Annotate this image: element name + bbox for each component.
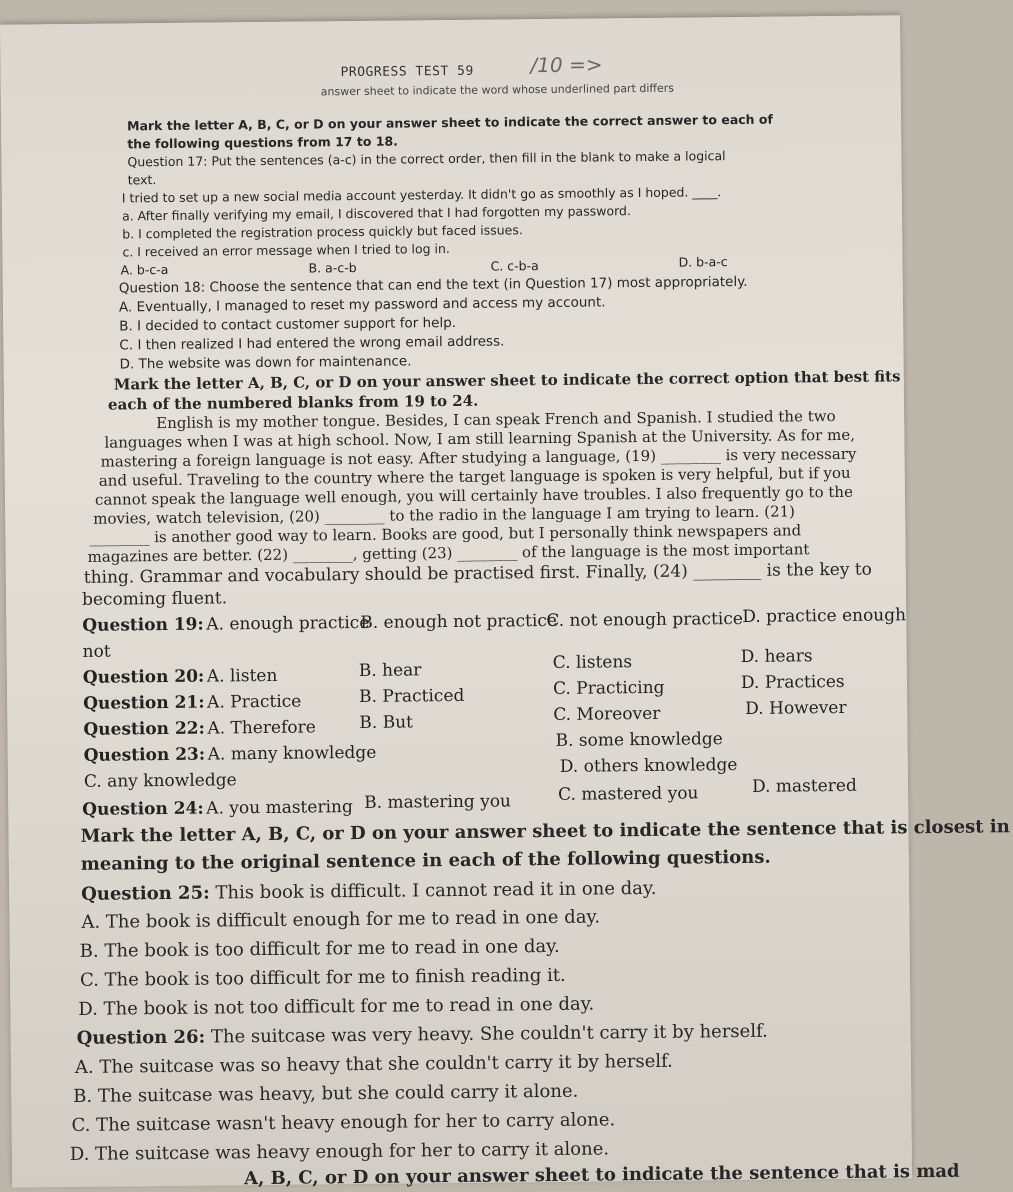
instruction-25-26-line1: Mark the letter A, B, C, or D on your answer sheet to indicate the sentence that is closest in <box>80 816 1010 847</box>
test-paper <box>0 15 1010 1190</box>
question-18-stem: Question 18: Choose the sentence that can end the text (in Question 17) most appropriately. <box>118 273 748 297</box>
question-17-option-d: D. b-a-c <box>678 254 728 270</box>
question-25-option-c: C. The book is too difficult for me to finish reading it. <box>79 964 566 991</box>
question-24-label: Question 24: <box>82 798 204 820</box>
question-18-option-c: C. I then realized I had entered the wrong email address. <box>119 333 505 354</box>
question-18-option-b: B. I decided to contact customer support for help. <box>119 314 457 335</box>
question-23-option-b: B. some knowledge <box>555 729 723 751</box>
question-24-option-d: D. mastered <box>751 775 857 797</box>
question-18-option-d: D. The website was down for maintenance. <box>119 353 412 373</box>
question-20-option-d: D. hears <box>740 646 813 667</box>
instruction-19-24-line2: each of the numbered blanks from 19 to 24. <box>107 391 479 414</box>
question-17-stem: Question 17: Put the sentences (a-c) in the correct order, then fill in the blank to make a logical <box>127 148 726 170</box>
passage-line: English is my mother tongue. Besides, I can speak French and Spanish. I studied the two <box>156 406 836 433</box>
passage-line: mastering a foreign language is not easy. After studying a language, (19) ________ is very necessary <box>100 444 857 471</box>
question-26-label: Question 26: <box>76 1026 206 1049</box>
question-18-option-a: A. Eventually, I managed to reset my password and access my account. <box>118 294 606 316</box>
test-title: PROGRESS TEST 59 <box>340 63 474 81</box>
question-17-context: I tried to set up a new social media account yesterday. It didn't go as smoothly as I hoped. ____. <box>121 184 722 206</box>
passage-line: and useful. Traveling to the country where the target language is spoken is very helpful, but if you <box>98 463 851 490</box>
question-20-option-b: B. hear <box>358 660 422 681</box>
question-25-label: Question 25: <box>81 882 210 905</box>
question-19-option-b: B. enough not practice <box>360 610 558 633</box>
question-19-option-a: A. enough practice <box>206 612 370 635</box>
question-25-option-b: B. The book is too difficult for me to read in one day. <box>79 935 560 962</box>
question-25-option-d: D. The book is not too difficult for me to read in one day. <box>78 993 595 1020</box>
question-22-option-d: D. However <box>745 697 847 719</box>
question-19-option-d-cont: not <box>82 641 111 662</box>
instruction-17-18-line1: Mark the letter A, B, C, or D on your answer sheet to indicate the correct answer to each of <box>127 111 773 134</box>
question-20-option-a: A. listen <box>206 665 278 687</box>
question-24-option-c: C. mastered you <box>558 783 699 805</box>
question-24-option-b: B. mastering you <box>364 791 512 813</box>
question-21-option-c: C. Practicing <box>552 677 665 699</box>
question-17-sentence-c: c. I received an error message when I tried to log in. <box>122 241 450 260</box>
question-19-option-d: D. practice enough <box>742 605 907 627</box>
question-22-option-c: C. Moreover <box>553 703 661 725</box>
handwritten-score-note: /10 => <box>530 52 603 78</box>
instruction-19-24-line1: Mark the letter A, B, C, or D on your answer sheet to indicate the correct option that best fits <box>113 367 901 394</box>
question-23-option-c: C. any knowledge <box>83 770 237 792</box>
question-22-label: Question 22: <box>83 718 205 740</box>
question-25-stem: This book is difficult. I cannot read it in one day. <box>215 877 657 904</box>
question-17-option-a: A. b-c-a <box>120 261 169 278</box>
question-17-option-b: B. a-c-b <box>308 259 357 276</box>
question-21-option-b: B. Practiced <box>358 685 465 707</box>
passage-line: ________ is another good way to learn. Books are good, but I personally think newspapers and <box>89 521 802 547</box>
passage-line: becoming fluent. <box>81 588 228 610</box>
question-19-label: Question 19: <box>82 614 204 636</box>
instruction-25-26-line2: meaning to the original sentence in each of the following questions. <box>80 846 771 875</box>
question-22-option-b: B. But <box>359 712 414 733</box>
question-19-option-c: C. not enough practice <box>546 608 743 632</box>
question-20-option-c: C. listens <box>552 652 633 673</box>
passage-line: magazines are better. (22) ________, getting (23) ________ of the language is the most important <box>87 540 810 566</box>
question-26-stem: The suitcase was very heavy. She couldn't carry it by herself. <box>210 1020 768 1048</box>
question-17-option-c: C. c-b-a <box>490 258 539 274</box>
question-17-sentence-b: b. I completed the registration process quickly but faced issues. <box>122 222 523 242</box>
question-26-option-a: A. The suitcase was so heavy that she couldn't carry it by herself. <box>74 1050 673 1078</box>
question-23-option-a: A. many knowledge <box>207 742 377 765</box>
question-21-option-d: D. Practices <box>740 671 845 693</box>
passage-line: thing. Grammar and vocabulary should be practised first. Finally, (24) ________ is the key to <box>83 559 872 588</box>
question-26-option-b: B. The suitcase was heavy, but she could carry it alone. <box>73 1080 579 1108</box>
header-subtitle: answer sheet to indicate the word whose underlined part differs <box>320 81 675 99</box>
question-23-option-d: D. others knowledge <box>559 755 738 777</box>
question-21-label: Question 21: <box>83 692 205 714</box>
question-26-option-c: C. The suitcase wasn't heavy enough for her to carry alone. <box>71 1109 616 1137</box>
passage-line: languages when I was at high school. Now, I am still learning Spanish at the University. As for me, <box>104 425 856 452</box>
passage-line: cannot speak the language well enough, you will certainly have troubles. I also frequently go to the <box>94 482 853 509</box>
next-instruction-partial: A, B, C, or D on your answer sheet to indicate the sentence that is mad <box>244 1160 960 1190</box>
question-24-option-a: A. you mastering <box>206 797 353 819</box>
instruction-17-18-line2: the following questions from 17 to 18. <box>127 133 398 152</box>
question-21-option-a: A. Practice <box>207 691 302 713</box>
question-23-label: Question 23: <box>83 744 206 766</box>
question-25-option-a: A. The book is difficult enough for me to read in one day. <box>81 906 601 933</box>
question-20-label: Question 20: <box>82 666 205 688</box>
question-17-sentence-a: a. After finally verifying my email, I discovered that I had forgotten my password. <box>121 203 631 224</box>
passage-line: movies, watch television, (20) ________ to the radio in the language I am trying to learn. (21) <box>93 502 796 528</box>
question-26-option-d: D. The suitcase was heavy enough for her to carry it alone. <box>69 1138 610 1166</box>
question-17-stem-cont: text. <box>127 172 157 188</box>
question-22-option-a: A. Therefore <box>207 717 316 739</box>
